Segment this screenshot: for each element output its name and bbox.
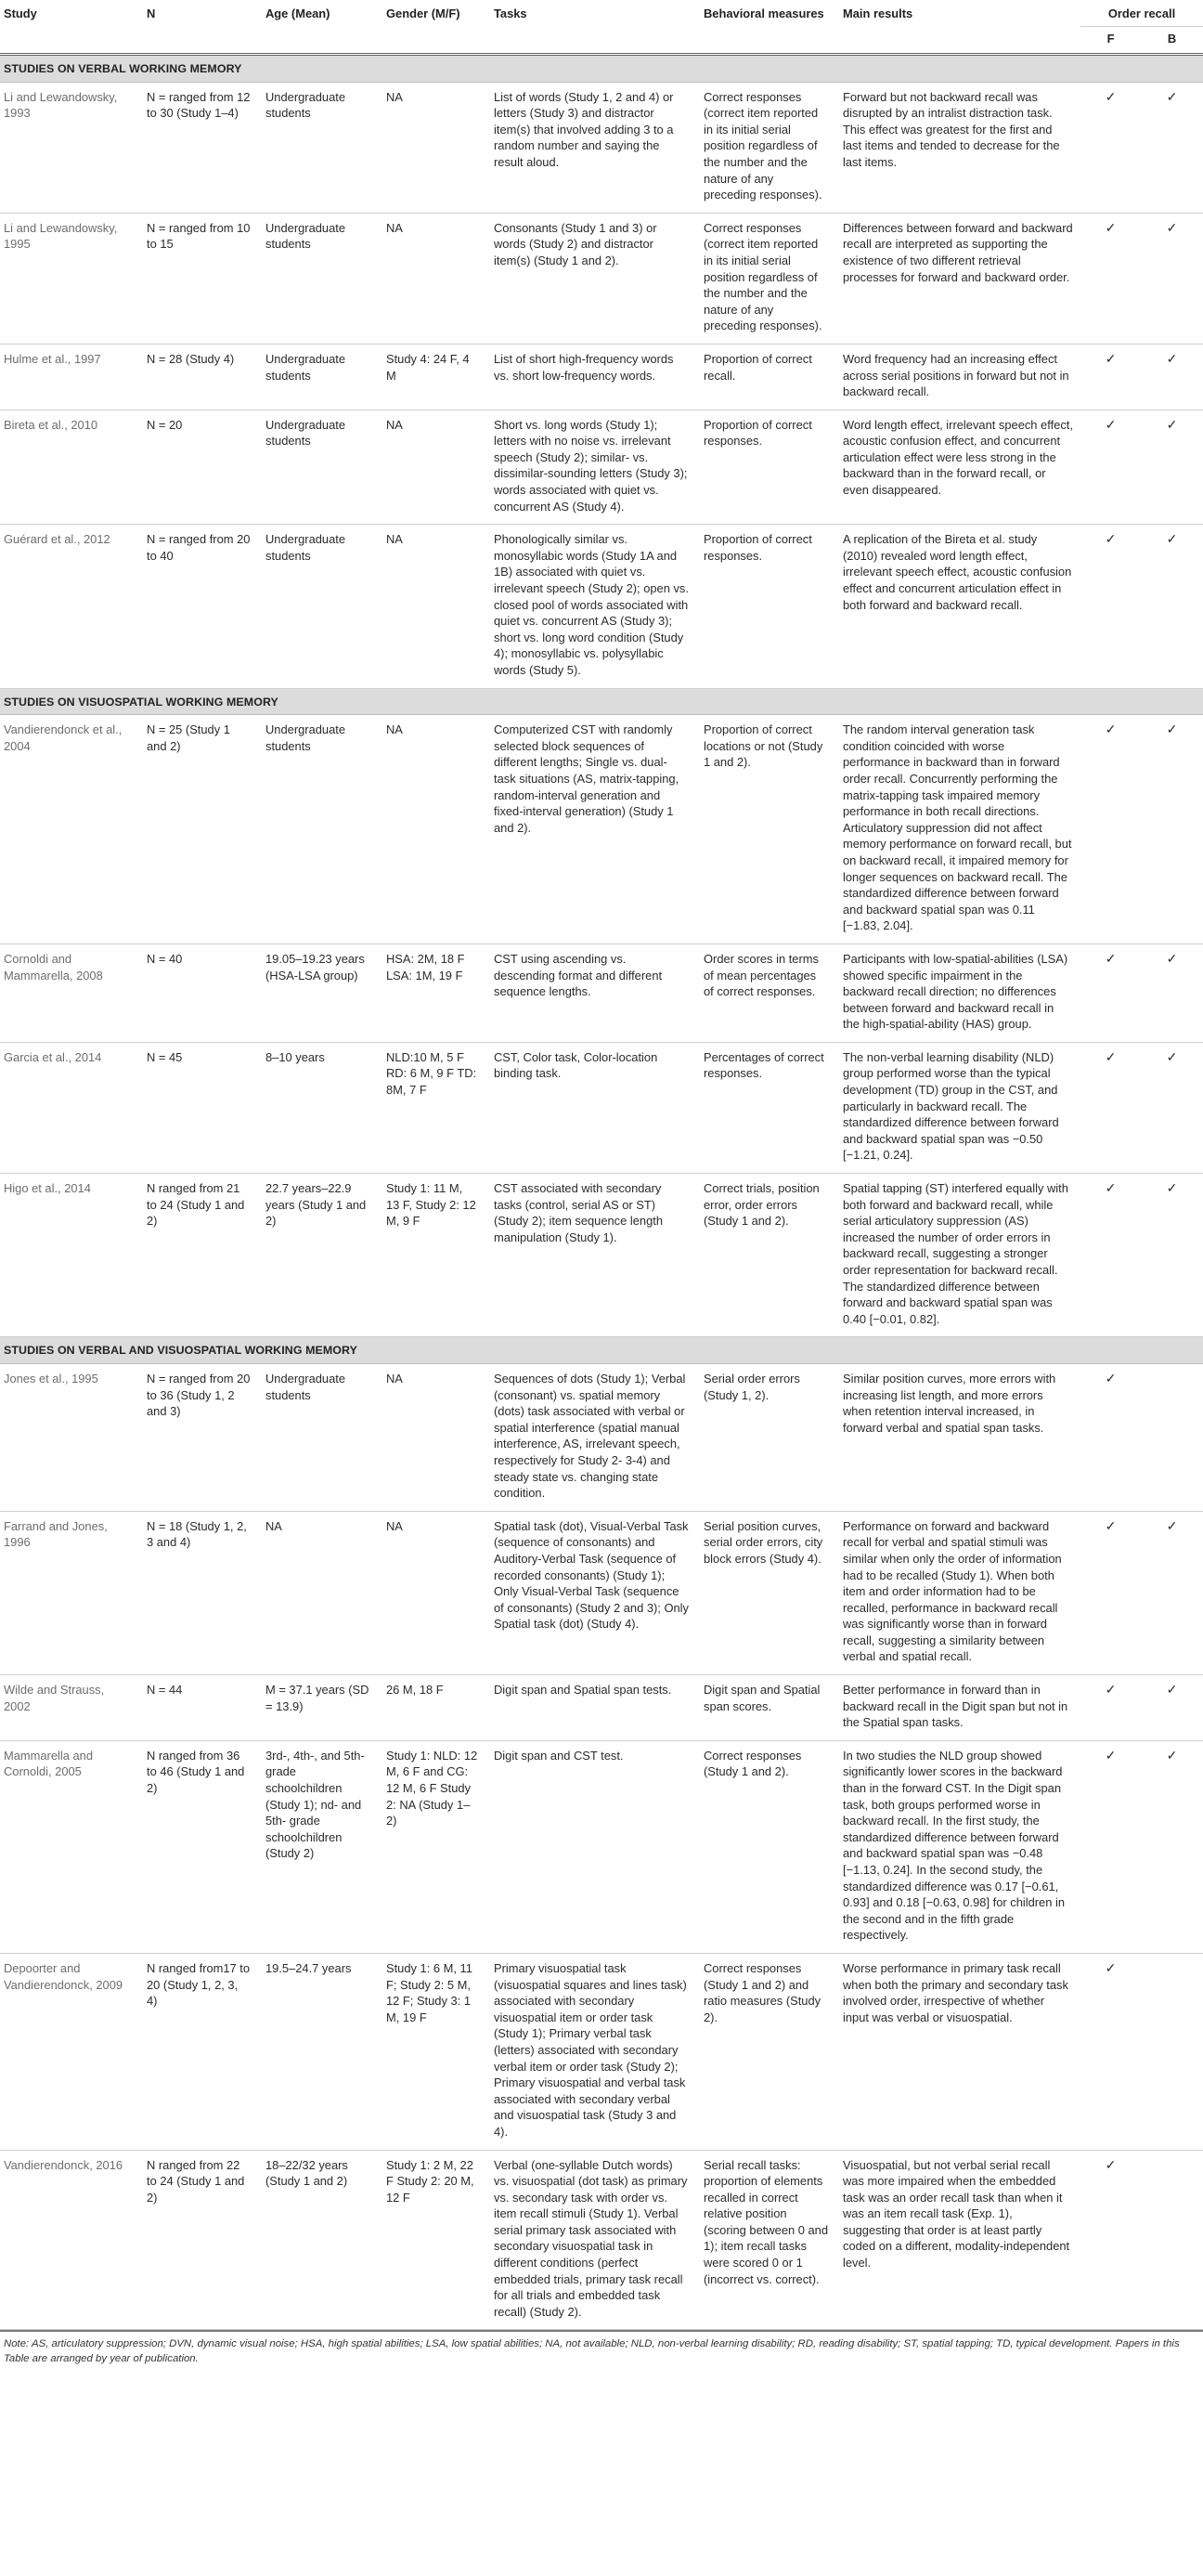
main-results-cell: Better performance in forward than in backward recall in the Digit span but not in the Spatial span tasks.: [835, 1675, 1080, 1741]
tasks-cell: CST, Color task, Color-location binding task.: [486, 1042, 696, 1173]
age-cell: 18–22/32 years (Study 1 and 2): [258, 2150, 379, 2330]
n-cell: N ranged from 22 to 24 (Study 1 and 2): [139, 2150, 258, 2330]
header-study: Study: [4, 7, 37, 20]
age-cell: Undergraduate students: [258, 1363, 379, 1511]
section-title: STUDIES ON VERBAL AND VISUOSPATIAL WORKING MEMORY: [0, 1337, 1203, 1364]
n-cell: N = 44: [139, 1675, 258, 1741]
tasks-cell: CST associated with secondary tasks (control, serial AS or ST) (Study 2); item sequence length manipulation (Study 1).: [486, 1174, 696, 1337]
main-results-cell: The random interval generation task condition coincided with worse performance in backward than in forward order recall. Concurrently performing the matrix-tapping task impaired memory performance in both recall directions. Articulatory suppression did not affect memory performance on forward recall, but on backward recall, it impaired memory for longer sequences on backward recall. The standardized difference between forward and backward spatial span was 0.11 [−1.83, 2.04].: [835, 715, 1080, 944]
gender-cell: NLD:10 M, 5 F RD: 6 M, 9 F TD: 8M, 7 F: [379, 1042, 486, 1173]
gender-cell: NA: [379, 410, 486, 525]
backward-check: ✓: [1141, 1740, 1203, 1953]
tasks-cell: CST using ascending vs. descending format and different sequence lengths.: [486, 943, 696, 1042]
table-header: [0, 0, 1203, 55]
behavioral-measures-cell: Proportion of correct responses.: [696, 410, 835, 525]
backward-check: ✓: [1141, 344, 1203, 410]
table-row: [0, 1042, 1203, 1173]
table-row: [0, 715, 1203, 944]
section-title: STUDIES ON VERBAL WORKING MEMORY: [0, 55, 1203, 83]
table-row: [0, 344, 1203, 410]
tasks-cell: Phonologically similar vs. monosyllabic words (Study 1A and 1B) associated with quiet vs. irrelevant speech (Study 2); open vs. closed pool of words associated with quiet vs. concurrent AS (Study 3); short vs. long word condition (Study 4); monosyllabic vs. polysyllabic words (Study 5).: [486, 525, 696, 688]
section-row: [0, 55, 1203, 83]
tasks-cell: Verbal (one-syllable Dutch words) vs. visuospatial (dot task) as primary vs. secondary task with order vs. item recall stimuli (Study 1). Verbal serial primary task associated with secondary visuospatial task in different conditions (perfect embedded trials, primary task recall for all trials and embedded task recall) (Study 2).: [486, 2150, 696, 2330]
forward-check: ✓: [1080, 1363, 1141, 1511]
main-results-cell: A replication of the Bireta et al. study (2010) revealed word length effect, irrelevant speech effect, acoustic confusion effect and concurrent articulation effect in both forward and backward recall.: [835, 525, 1080, 688]
n-cell: N = 25 (Study 1 and 2): [139, 715, 258, 944]
study-cell: Wilde and Strauss, 2002: [0, 1675, 139, 1741]
main-results-cell: The non-verbal learning disability (NLD) group performed worse than the typical development (TD) group in the CST, and particularly in backward recall. The standardized difference between forward and backward spatial span was −0.50 [−1.21, 0.24].: [835, 1042, 1080, 1173]
table-row: [0, 2150, 1203, 2330]
n-cell: N = ranged from 20 to 40: [139, 525, 258, 688]
behavioral-measures-cell: Serial position curves, serial order errors, city block errors (Study 4).: [696, 1511, 835, 1674]
header-forward: F: [1080, 27, 1141, 55]
table-row: [0, 943, 1203, 1042]
section-row: [0, 1337, 1203, 1364]
main-results-cell: Forward but not backward recall was disrupted by an intralist distraction task. This effect was greatest for the first and last items and tended to decrease for the last items.: [835, 82, 1080, 213]
n-cell: N = ranged from 20 to 36 (Study 1, 2 and 3): [139, 1363, 258, 1511]
gender-cell: Study 1: NLD: 12 M, 6 F and CG: 12 M, 6 F Study 2: NA (Study 1–2): [379, 1740, 486, 1953]
age-cell: Undergraduate students: [258, 715, 379, 944]
study-cell: Guérard et al., 2012: [0, 525, 139, 688]
n-cell: N = 28 (Study 4): [139, 344, 258, 410]
behavioral-measures-cell: Percentages of correct responses.: [696, 1042, 835, 1173]
gender-cell: HSA: 2M, 18 F LSA: 1M, 19 F: [379, 943, 486, 1042]
forward-check: ✓: [1080, 1042, 1141, 1173]
backward-check: ✓: [1141, 82, 1203, 213]
table-row: [0, 1174, 1203, 1337]
backward-check: ✓: [1141, 1174, 1203, 1337]
backward-check: ✓: [1141, 1042, 1203, 1173]
behavioral-measures-cell: Correct responses (Study 1 and 2).: [696, 1740, 835, 1953]
backward-check: ✓: [1141, 1675, 1203, 1741]
header-order-recall: Order recall: [1080, 0, 1203, 27]
backward-check: [1141, 1953, 1203, 2150]
age-cell: 3rd-, 4th-, and 5th-grade schoolchildren (Study 1); nd- and 5th- grade schoolchildren (Study 2): [258, 1740, 379, 1953]
forward-check: ✓: [1080, 1511, 1141, 1674]
behavioral-measures-cell: Proportion of correct locations or not (Study 1 and 2).: [696, 715, 835, 944]
table-row: [0, 410, 1203, 525]
n-cell: N = 40: [139, 943, 258, 1042]
age-cell: M = 37.1 years (SD = 13.9): [258, 1675, 379, 1741]
study-cell: Depoorter and Vandierendonck, 2009: [0, 1953, 139, 2150]
table-row: [0, 1953, 1203, 2150]
n-cell: N ranged from 21 to 24 (Study 1 and 2): [139, 1174, 258, 1337]
table-row: [0, 82, 1203, 213]
table-note: Note: AS, articulatory suppression; DVN, dynamic visual noise; HSA, high spatial abilities; LSA, low spatial abilities; NA, not available; NLD, non-verbal learning disability; RD, reading disability; ST, spatial tapping; TD, typical development. Papers in this Table are arranged by year of publication.: [0, 2330, 1203, 2366]
backward-check: ✓: [1141, 525, 1203, 688]
tasks-cell: Sequences of dots (Study 1); Verbal (consonant) vs. spatial memory (dots) task associated with verbal or spatial interference (spatial manual interference, AS, irrelevant speech, respectively for Study 2- 3-4) and steady state vs. changing state condition.: [486, 1363, 696, 1511]
forward-check: ✓: [1080, 943, 1141, 1042]
age-cell: Undergraduate students: [258, 344, 379, 410]
behavioral-measures-cell: Proportion of correct recall.: [696, 344, 835, 410]
n-cell: N = 45: [139, 1042, 258, 1173]
gender-cell: NA: [379, 1363, 486, 1511]
section-title: STUDIES ON VISUOSPATIAL WORKING MEMORY: [0, 688, 1203, 715]
header-main-results: Main results: [843, 7, 913, 20]
forward-check: ✓: [1080, 715, 1141, 944]
forward-check: ✓: [1080, 1740, 1141, 1953]
gender-cell: Study 1: 6 M, 11 F; Study 2: 5 M, 12 F; Study 3: 1 M, 19 F: [379, 1953, 486, 2150]
age-cell: Undergraduate students: [258, 213, 379, 344]
study-cell: Cornoldi and Mammarella, 2008: [0, 943, 139, 1042]
forward-check: ✓: [1080, 410, 1141, 525]
backward-check: ✓: [1141, 213, 1203, 344]
n-cell: N = 18 (Study 1, 2, 3 and 4): [139, 1511, 258, 1674]
study-cell: Hulme et al., 1997: [0, 344, 139, 410]
main-results-cell: In two studies the NLD group showed significantly lower scores in the backward than in the forward CST. In the Digit span task, both groups performed worse in backward recall. In the first study, the standardized difference between forward and backward spatial span was −0.48 [−1.13, 0.24]. In the second study, the standardized difference was 0.17 [−0.61, 0.93] and 0.18 [−0.63, 0.98] for children in the second and in the fifth grade respectively.: [835, 1740, 1080, 1953]
gender-cell: 26 M, 18 F: [379, 1675, 486, 1741]
behavioral-measures-cell: Correct responses (correct item reported in its initial serial position regardless of the number and the nature of any preceding responses).: [696, 213, 835, 344]
backward-check: ✓: [1141, 715, 1203, 944]
gender-cell: Study 1: 2 M, 22 F Study 2: 20 M, 12 F: [379, 2150, 486, 2330]
study-cell: Garcia et al., 2014: [0, 1042, 139, 1173]
backward-check: ✓: [1141, 1511, 1203, 1674]
tasks-cell: Spatial task (dot), Visual-Verbal Task (sequence of consonants) and Auditory-Verbal Task (sequence of recorded consonants) (Study 1); Only Visual-Verbal Task (sequence of consonants) (Study 2 and 3); Only Spatial task (dot) (Study 4).: [486, 1511, 696, 1674]
tasks-cell: Computerized CST with randomly selected block sequences of different lengths; Single vs. dual-task situations (AS, matrix-tapping, random-interval generation and fixed-interval generation) (Study 1 and 2).: [486, 715, 696, 944]
behavioral-measures-cell: Correct trials, position error, order errors (Study 1 and 2).: [696, 1174, 835, 1337]
tasks-cell: List of short high-frequency words vs. short low-frequency words.: [486, 344, 696, 410]
main-results-cell: Word length effect, irrelevant speech effect, acoustic confusion effect, and concurrent articulation effect were less strong in the backward than in the forward recall, or even disappeared.: [835, 410, 1080, 525]
header-tasks: Tasks: [494, 7, 527, 20]
gender-cell: Study 4: 24 F, 4 M: [379, 344, 486, 410]
header-age: Age (Mean): [265, 7, 330, 20]
forward-check: ✓: [1080, 344, 1141, 410]
forward-check: ✓: [1080, 525, 1141, 688]
tasks-cell: Primary visuospatial task (visuospatial squares and lines task) associated with secondary visuospatial item or order task (Study 1); Primary verbal task (letters) associated with secondary verbal item or order task (Study 2); Primary visuospatial and verbal task associated with secondary verbal and visuospatial task (Study 3 and 4).: [486, 1953, 696, 2150]
backward-check: ✓: [1141, 410, 1203, 525]
main-results-cell: Participants with low-spatial-abilities (LSA) showed specific impairment in the backward recall direction; no differences between forward and backward recall in the high-spatial-ability (HAS) group.: [835, 943, 1080, 1042]
age-cell: 22.7 years–22.9 years (Study 1 and 2): [258, 1174, 379, 1337]
tasks-cell: List of words (Study 1, 2 and 4) or letters (Study 3) and distractor item(s) that involved adding 3 to a random number and saying the result aloud.: [486, 82, 696, 213]
table-row: [0, 1740, 1203, 1953]
table-row: [0, 1511, 1203, 1674]
study-cell: Higo et al., 2014: [0, 1174, 139, 1337]
behavioral-measures-cell: Serial recall tasks: proportion of elements recalled in correct relative position (scoring between 0 and 1); item recall tasks were scored 0 or 1 (incorrect vs. correct).: [696, 2150, 835, 2330]
backward-check: [1141, 2150, 1203, 2330]
forward-check: ✓: [1080, 1675, 1141, 1741]
table-row: [0, 213, 1203, 344]
header-backward: B: [1141, 27, 1203, 55]
main-results-cell: Differences between forward and backward recall are interpreted as supporting the existence of two different retrieval processes for forward and backward order.: [835, 213, 1080, 344]
gender-cell: Study 1: 11 M, 13 F, Study 2: 12 M, 9 F: [379, 1174, 486, 1337]
study-cell: Li and Lewandowsky, 1993: [0, 82, 139, 213]
age-cell: 19.05–19.23 years (HSA-LSA group): [258, 943, 379, 1042]
age-cell: Undergraduate students: [258, 410, 379, 525]
forward-check: ✓: [1080, 1174, 1141, 1337]
tasks-cell: Digit span and CST test.: [486, 1740, 696, 1953]
behavioral-measures-cell: Proportion of correct responses.: [696, 525, 835, 688]
main-results-cell: Spatial tapping (ST) interfered equally with both forward and backward recall, while serial articulatory suppression (AS) increased the number of order errors in backward recall, suggesting a stronger order representation for backward recall. The standardized difference between forward and backward spatial span was 0.40 [−0.01, 0.82].: [835, 1174, 1080, 1337]
gender-cell: NA: [379, 1511, 486, 1674]
study-cell: Bireta et al., 2010: [0, 410, 139, 525]
main-results-cell: Worse performance in primary task recall when both the primary and secondary task involved order, irrespective of whether input was verbal or visuospatial.: [835, 1953, 1080, 2150]
main-results-cell: Word frequency had an increasing effect across serial positions in forward but not in backward recall.: [835, 344, 1080, 410]
n-cell: N ranged from17 to 20 (Study 1, 2, 3, 4): [139, 1953, 258, 2150]
table-body: [0, 55, 1203, 2330]
main-results-cell: Similar position curves, more errors with increasing list length, and more errors when retention interval increased, in forward verbal and spatial span tasks.: [835, 1363, 1080, 1511]
gender-cell: NA: [379, 213, 486, 344]
header-behavioral: Behavioral measures: [704, 7, 824, 20]
forward-check: ✓: [1080, 213, 1141, 344]
main-results-cell: Performance on forward and backward recall for verbal and spatial stimuli was similar when only the order of information had to be recalled (Study 1). When both item and order information had to be recalled, performance in backward recall was significantly worse than in forward recall, suggesting a similarity between verbal and spatial recall.: [835, 1511, 1080, 1674]
behavioral-measures-cell: Digit span and Spatial span scores.: [696, 1675, 835, 1741]
study-cell: Farrand and Jones, 1996: [0, 1511, 139, 1674]
age-cell: 19.5–24.7 years: [258, 1953, 379, 2150]
study-cell: Mammarella and Cornoldi, 2005: [0, 1740, 139, 1953]
gender-cell: NA: [379, 525, 486, 688]
n-cell: N = ranged from 12 to 30 (Study 1–4): [139, 82, 258, 213]
behavioral-measures-cell: Correct responses (correct item reported in its initial serial position regardless of the number and the nature of any preceding responses).: [696, 82, 835, 213]
study-cell: Vandierendonck, 2016: [0, 2150, 139, 2330]
behavioral-measures-cell: Correct responses (Study 1 and 2) and ratio measures (Study 2).: [696, 1953, 835, 2150]
n-cell: N ranged from 36 to 46 (Study 1 and 2): [139, 1740, 258, 1953]
gender-cell: NA: [379, 715, 486, 944]
age-cell: NA: [258, 1511, 379, 1674]
age-cell: 8–10 years: [258, 1042, 379, 1173]
study-cell: Jones et al., 1995: [0, 1363, 139, 1511]
forward-check: ✓: [1080, 1953, 1141, 2150]
header-gender: Gender (M/F): [386, 7, 460, 20]
main-results-cell: Visuospatial, but not verbal serial recall was more impaired when the embedded task was an order recall task than when it was an item recall task (Exp. 1), suggesting that order is at least partly coded on a different, modality-independent level.: [835, 2150, 1080, 2330]
behavioral-measures-cell: Serial order errors (Study 1, 2).: [696, 1363, 835, 1511]
table-row: [0, 1675, 1203, 1741]
behavioral-measures-cell: Order scores in terms of mean percentages of correct responses.: [696, 943, 835, 1042]
backward-check: [1141, 1363, 1203, 1511]
table-row: [0, 525, 1203, 688]
forward-check: ✓: [1080, 82, 1141, 213]
header-n: N: [147, 7, 156, 20]
tasks-cell: Consonants (Study 1 and 3) or words (Study 2) and distractor item(s) (Study 1 and 2).: [486, 213, 696, 344]
tasks-cell: Digit span and Spatial span tests.: [486, 1675, 696, 1741]
section-row: [0, 688, 1203, 715]
gender-cell: NA: [379, 82, 486, 213]
table-row: [0, 1363, 1203, 1511]
forward-check: ✓: [1080, 2150, 1141, 2330]
study-cell: Vandierendonck et al., 2004: [0, 715, 139, 944]
age-cell: Undergraduate students: [258, 82, 379, 213]
n-cell: N = 20: [139, 410, 258, 525]
study-cell: Li and Lewandowsky, 1995: [0, 213, 139, 344]
backward-check: ✓: [1141, 943, 1203, 1042]
tasks-cell: Short vs. long words (Study 1); letters with no noise vs. irrelevant speech (Study 2); similar- vs. dissimilar-sounding letters (Study 3); words associated with quiet vs. concurrent AS (Study 4).: [486, 410, 696, 525]
age-cell: Undergraduate students: [258, 525, 379, 688]
n-cell: N = ranged from 10 to 15: [139, 213, 258, 344]
